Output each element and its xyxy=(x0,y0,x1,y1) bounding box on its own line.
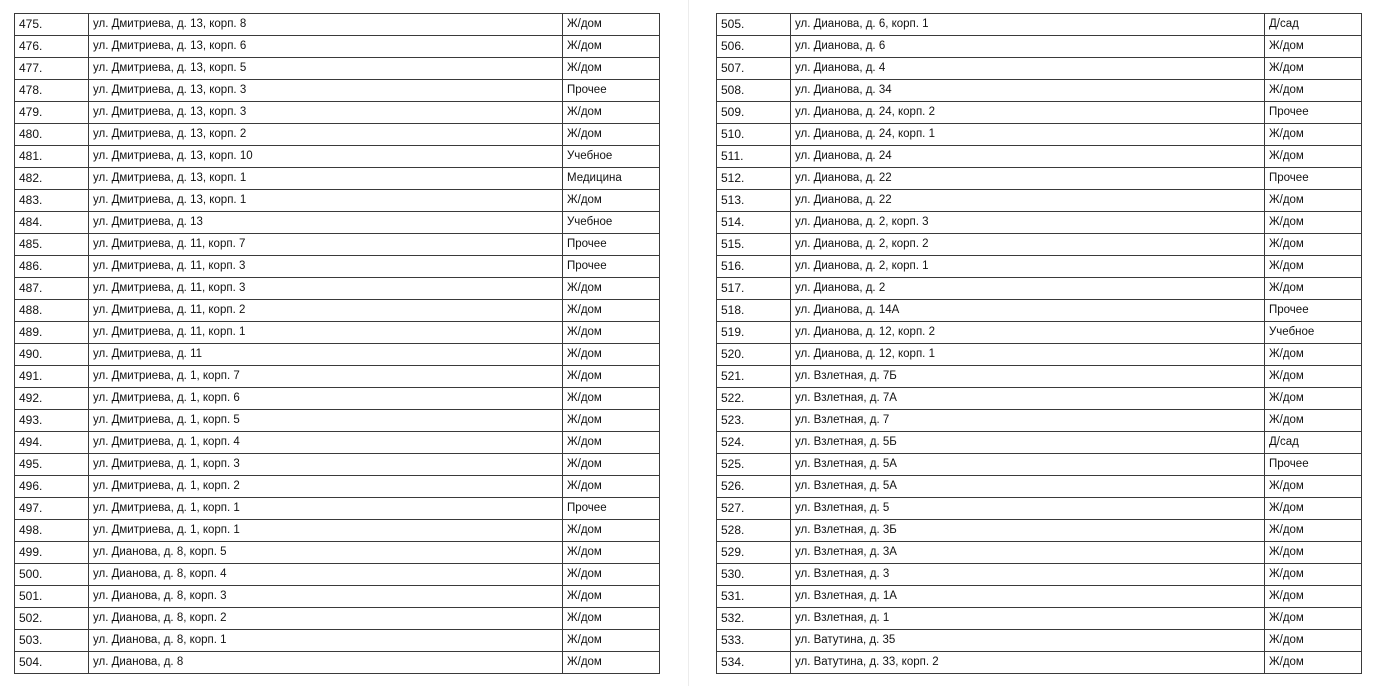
object-type-cell: Ж/дом xyxy=(563,366,660,388)
address-table-left-body xyxy=(15,14,660,674)
table-row xyxy=(15,300,660,322)
object-type-cell: Ж/дом xyxy=(1265,146,1362,168)
object-type-cell: Ж/дом xyxy=(563,278,660,300)
row-number-cell: 533. xyxy=(717,630,791,652)
address-cell: ул. Дианова, д. 8, корп. 4 xyxy=(89,564,563,586)
row-number-cell: 479. xyxy=(15,102,89,124)
table-row xyxy=(717,14,1362,36)
row-number-cell: 484. xyxy=(15,212,89,234)
left-page xyxy=(14,13,660,674)
object-type-cell: Ж/дом xyxy=(563,542,660,564)
address-table-left xyxy=(14,13,660,674)
table-row xyxy=(717,630,1362,652)
row-number-cell: 523. xyxy=(717,410,791,432)
row-number-cell: 525. xyxy=(717,454,791,476)
object-type-cell: Прочее xyxy=(1265,454,1362,476)
row-number-cell: 480. xyxy=(15,124,89,146)
address-cell: ул. Дмитриева, д. 1, корп. 1 xyxy=(89,498,563,520)
address-cell: ул. Дмитриева, д. 13, корп. 1 xyxy=(89,190,563,212)
object-type-cell: Ж/дом xyxy=(563,586,660,608)
address-cell: ул. Дмитриева, д. 13, корп. 6 xyxy=(89,36,563,58)
object-type-cell: Прочее xyxy=(563,256,660,278)
object-type-cell: Ж/дом xyxy=(1265,36,1362,58)
object-type-cell: Ж/дом xyxy=(563,410,660,432)
object-type-cell: Ж/дом xyxy=(1265,520,1362,542)
object-type-cell: Ж/дом xyxy=(1265,476,1362,498)
address-cell: ул. Дианова, д. 2, корп. 1 xyxy=(791,256,1265,278)
object-type-cell: Ж/дом xyxy=(1265,212,1362,234)
table-row xyxy=(717,80,1362,102)
object-type-cell: Прочее xyxy=(563,234,660,256)
table-row xyxy=(15,608,660,630)
address-cell: ул. Взлетная, д. 3 xyxy=(791,564,1265,586)
row-number-cell: 526. xyxy=(717,476,791,498)
address-cell: ул. Дианова, д. 22 xyxy=(791,168,1265,190)
row-number-cell: 502. xyxy=(15,608,89,630)
row-number-cell: 482. xyxy=(15,168,89,190)
row-number-cell: 503. xyxy=(15,630,89,652)
address-cell: ул. Дианова, д. 6 xyxy=(791,36,1265,58)
object-type-cell: Прочее xyxy=(1265,102,1362,124)
table-row xyxy=(717,564,1362,586)
row-number-cell: 522. xyxy=(717,388,791,410)
table-row xyxy=(15,80,660,102)
row-number-cell: 509. xyxy=(717,102,791,124)
table-row xyxy=(15,234,660,256)
row-number-cell: 490. xyxy=(15,344,89,366)
row-number-cell: 495. xyxy=(15,454,89,476)
row-number-cell: 497. xyxy=(15,498,89,520)
object-type-cell: Ж/дом xyxy=(1265,256,1362,278)
address-cell: ул. Дианова, д. 8 xyxy=(89,652,563,674)
object-type-cell: Учебное xyxy=(563,212,660,234)
address-cell: ул. Взлетная, д. 3Б xyxy=(791,520,1265,542)
table-row xyxy=(15,366,660,388)
row-number-cell: 489. xyxy=(15,322,89,344)
address-cell: ул. Дмитриева, д. 1, корп. 5 xyxy=(89,410,563,432)
object-type-cell: Ж/дом xyxy=(1265,630,1362,652)
object-type-cell: Ж/дом xyxy=(1265,80,1362,102)
address-cell: ул. Дмитриева, д. 13, корп. 10 xyxy=(89,146,563,168)
row-number-cell: 476. xyxy=(15,36,89,58)
object-type-cell: Учебное xyxy=(563,146,660,168)
row-number-cell: 487. xyxy=(15,278,89,300)
table-row xyxy=(717,652,1362,674)
row-number-cell: 527. xyxy=(717,498,791,520)
object-type-cell: Прочее xyxy=(563,498,660,520)
table-row xyxy=(717,234,1362,256)
object-type-cell: Ж/дом xyxy=(563,344,660,366)
table-row xyxy=(717,344,1362,366)
table-row xyxy=(15,58,660,80)
table-row xyxy=(15,278,660,300)
address-cell: ул. Дмитриева, д. 1, корп. 3 xyxy=(89,454,563,476)
table-row xyxy=(15,454,660,476)
table-row xyxy=(15,124,660,146)
address-cell: ул. Дианова, д. 12, корп. 2 xyxy=(791,322,1265,344)
table-row xyxy=(717,278,1362,300)
object-type-cell: Ж/дом xyxy=(563,322,660,344)
address-cell: ул. Дмитриева, д. 11, корп. 3 xyxy=(89,256,563,278)
address-cell: ул. Дианова, д. 2, корп. 3 xyxy=(791,212,1265,234)
row-number-cell: 499. xyxy=(15,542,89,564)
address-cell: ул. Дианова, д. 14А xyxy=(791,300,1265,322)
address-cell: ул. Дмитриева, д. 1, корп. 2 xyxy=(89,476,563,498)
table-row xyxy=(15,388,660,410)
row-number-cell: 519. xyxy=(717,322,791,344)
object-type-cell: Ж/дом xyxy=(563,102,660,124)
table-row xyxy=(15,520,660,542)
row-number-cell: 510. xyxy=(717,124,791,146)
table-row xyxy=(717,366,1362,388)
object-type-cell: Ж/дом xyxy=(563,124,660,146)
row-number-cell: 485. xyxy=(15,234,89,256)
table-row xyxy=(717,322,1362,344)
object-type-cell: Ж/дом xyxy=(563,14,660,36)
row-number-cell: 505. xyxy=(717,14,791,36)
address-cell: ул. Взлетная, д. 1 xyxy=(791,608,1265,630)
table-row xyxy=(15,212,660,234)
table-row xyxy=(717,498,1362,520)
row-number-cell: 507. xyxy=(717,58,791,80)
address-cell: ул. Дмитриева, д. 11, корп. 2 xyxy=(89,300,563,322)
row-number-cell: 477. xyxy=(15,58,89,80)
object-type-cell: Ж/дом xyxy=(1265,652,1362,674)
row-number-cell: 501. xyxy=(15,586,89,608)
object-type-cell: Ж/дом xyxy=(563,630,660,652)
table-row xyxy=(15,476,660,498)
row-number-cell: 532. xyxy=(717,608,791,630)
table-row xyxy=(717,410,1362,432)
address-cell: ул. Дмитриева, д. 11, корп. 1 xyxy=(89,322,563,344)
address-cell: ул. Дмитриева, д. 1, корп. 7 xyxy=(89,366,563,388)
object-type-cell: Ж/дом xyxy=(1265,124,1362,146)
table-row xyxy=(717,168,1362,190)
address-cell: ул. Дмитриева, д. 11, корп. 3 xyxy=(89,278,563,300)
row-number-cell: 520. xyxy=(717,344,791,366)
address-cell: ул. Взлетная, д. 5 xyxy=(791,498,1265,520)
table-row xyxy=(717,58,1362,80)
object-type-cell: Ж/дом xyxy=(563,476,660,498)
address-cell: ул. Дианова, д. 24, корп. 2 xyxy=(791,102,1265,124)
address-cell: ул. Дианова, д. 6, корп. 1 xyxy=(791,14,1265,36)
object-type-cell: Ж/дом xyxy=(1265,586,1362,608)
address-cell: ул. Взлетная, д. 7А xyxy=(791,388,1265,410)
row-number-cell: 500. xyxy=(15,564,89,586)
address-table-right xyxy=(716,13,1362,674)
address-cell: ул. Взлетная, д. 5Б xyxy=(791,432,1265,454)
address-cell: ул. Дмитриева, д. 13, корп. 1 xyxy=(89,168,563,190)
table-row xyxy=(717,586,1362,608)
address-cell: ул. Дмитриева, д. 11, корп. 7 xyxy=(89,234,563,256)
object-type-cell: Ж/дом xyxy=(1265,58,1362,80)
address-cell: ул. Ватутина, д. 35 xyxy=(791,630,1265,652)
table-row xyxy=(717,542,1362,564)
address-cell: ул. Ватутина, д. 33, корп. 2 xyxy=(791,652,1265,674)
object-type-cell: Ж/дом xyxy=(1265,234,1362,256)
row-number-cell: 506. xyxy=(717,36,791,58)
row-number-cell: 481. xyxy=(15,146,89,168)
object-type-cell: Ж/дом xyxy=(563,564,660,586)
object-type-cell: Ж/дом xyxy=(1265,498,1362,520)
address-cell: ул. Дианова, д. 8, корп. 1 xyxy=(89,630,563,652)
object-type-cell: Ж/дом xyxy=(1265,366,1362,388)
table-row xyxy=(15,630,660,652)
address-cell: ул. Взлетная, д. 5А xyxy=(791,454,1265,476)
table-row xyxy=(717,476,1362,498)
row-number-cell: 516. xyxy=(717,256,791,278)
object-type-cell: Ж/дом xyxy=(563,58,660,80)
table-row xyxy=(15,410,660,432)
table-row xyxy=(15,146,660,168)
object-type-cell: Ж/дом xyxy=(563,388,660,410)
row-number-cell: 511. xyxy=(717,146,791,168)
table-row xyxy=(15,14,660,36)
table-row xyxy=(717,388,1362,410)
row-number-cell: 524. xyxy=(717,432,791,454)
address-cell: ул. Взлетная, д. 7 xyxy=(791,410,1265,432)
object-type-cell: Ж/дом xyxy=(1265,388,1362,410)
table-row xyxy=(717,146,1362,168)
address-cell: ул. Дианова, д. 2 xyxy=(791,278,1265,300)
object-type-cell: Ж/дом xyxy=(1265,564,1362,586)
address-cell: ул. Дмитриева, д. 13, корп. 5 xyxy=(89,58,563,80)
table-row xyxy=(15,652,660,674)
address-cell: ул. Дианова, д. 24, корп. 1 xyxy=(791,124,1265,146)
table-row xyxy=(717,36,1362,58)
address-cell: ул. Дмитриева, д. 1, корп. 1 xyxy=(89,520,563,542)
address-cell: ул. Дмитриева, д. 1, корп. 6 xyxy=(89,388,563,410)
row-number-cell: 496. xyxy=(15,476,89,498)
row-number-cell: 475. xyxy=(15,14,89,36)
row-number-cell: 530. xyxy=(717,564,791,586)
address-cell: ул. Дмитриева, д. 13 xyxy=(89,212,563,234)
table-row xyxy=(15,256,660,278)
object-type-cell: Учебное xyxy=(1265,322,1362,344)
object-type-cell: Ж/дом xyxy=(563,454,660,476)
object-type-cell: Ж/дом xyxy=(563,608,660,630)
object-type-cell: Ж/дом xyxy=(563,520,660,542)
object-type-cell: Д/сад xyxy=(1265,14,1362,36)
address-cell: ул. Дианова, д. 34 xyxy=(791,80,1265,102)
object-type-cell: Прочее xyxy=(1265,168,1362,190)
row-number-cell: 494. xyxy=(15,432,89,454)
table-row xyxy=(717,300,1362,322)
row-number-cell: 492. xyxy=(15,388,89,410)
address-cell: ул. Дианова, д. 4 xyxy=(791,58,1265,80)
table-row xyxy=(15,322,660,344)
table-row xyxy=(15,542,660,564)
table-row xyxy=(15,564,660,586)
address-cell: ул. Взлетная, д. 3А xyxy=(791,542,1265,564)
row-number-cell: 488. xyxy=(15,300,89,322)
address-cell: ул. Дианова, д. 8, корп. 5 xyxy=(89,542,563,564)
row-number-cell: 508. xyxy=(717,80,791,102)
object-type-cell: Ж/дом xyxy=(1265,190,1362,212)
object-type-cell: Ж/дом xyxy=(563,652,660,674)
row-number-cell: 531. xyxy=(717,586,791,608)
address-cell: ул. Дианова, д. 8, корп. 2 xyxy=(89,608,563,630)
row-number-cell: 491. xyxy=(15,366,89,388)
row-number-cell: 493. xyxy=(15,410,89,432)
object-type-cell: Ж/дом xyxy=(1265,542,1362,564)
address-cell: ул. Дмитриева, д. 11 xyxy=(89,344,563,366)
object-type-cell: Медицина xyxy=(563,168,660,190)
object-type-cell: Ж/дом xyxy=(1265,608,1362,630)
row-number-cell: 512. xyxy=(717,168,791,190)
address-cell: ул. Дианова, д. 2, корп. 2 xyxy=(791,234,1265,256)
row-number-cell: 478. xyxy=(15,80,89,102)
address-cell: ул. Дианова, д. 22 xyxy=(791,190,1265,212)
table-row xyxy=(717,102,1362,124)
table-row xyxy=(15,190,660,212)
table-row xyxy=(717,124,1362,146)
object-type-cell: Ж/дом xyxy=(1265,278,1362,300)
object-type-cell: Ж/дом xyxy=(1265,410,1362,432)
table-row xyxy=(15,344,660,366)
row-number-cell: 529. xyxy=(717,542,791,564)
row-number-cell: 534. xyxy=(717,652,791,674)
object-type-cell: Ж/дом xyxy=(1265,344,1362,366)
table-row xyxy=(15,498,660,520)
object-type-cell: Д/сад xyxy=(1265,432,1362,454)
object-type-cell: Ж/дом xyxy=(563,300,660,322)
row-number-cell: 517. xyxy=(717,278,791,300)
table-row xyxy=(717,256,1362,278)
address-cell: ул. Дмитриева, д. 1, корп. 4 xyxy=(89,432,563,454)
row-number-cell: 528. xyxy=(717,520,791,542)
address-cell: ул. Взлетная, д. 5А xyxy=(791,476,1265,498)
row-number-cell: 518. xyxy=(717,300,791,322)
address-cell: ул. Дианова, д. 8, корп. 3 xyxy=(89,586,563,608)
table-row xyxy=(15,432,660,454)
object-type-cell: Прочее xyxy=(563,80,660,102)
address-cell: ул. Дианова, д. 12, корп. 1 xyxy=(791,344,1265,366)
address-cell: ул. Дмитриева, д. 13, корп. 3 xyxy=(89,80,563,102)
row-number-cell: 498. xyxy=(15,520,89,542)
address-table-right-body xyxy=(717,14,1362,674)
object-type-cell: Ж/дом xyxy=(563,190,660,212)
table-row xyxy=(15,168,660,190)
table-row xyxy=(717,212,1362,234)
address-cell: ул. Дмитриева, д. 13, корп. 2 xyxy=(89,124,563,146)
row-number-cell: 483. xyxy=(15,190,89,212)
address-cell: ул. Дмитриева, д. 13, корп. 8 xyxy=(89,14,563,36)
table-row xyxy=(717,190,1362,212)
table-row xyxy=(717,454,1362,476)
address-cell: ул. Взлетная, д. 1А xyxy=(791,586,1265,608)
object-type-cell: Ж/дом xyxy=(563,432,660,454)
table-row xyxy=(15,586,660,608)
row-number-cell: 486. xyxy=(15,256,89,278)
row-number-cell: 504. xyxy=(15,652,89,674)
address-cell: ул. Дмитриева, д. 13, корп. 3 xyxy=(89,102,563,124)
right-page xyxy=(716,13,1362,674)
address-cell: ул. Взлетная, д. 7Б xyxy=(791,366,1265,388)
object-type-cell: Прочее xyxy=(1265,300,1362,322)
object-type-cell: Ж/дом xyxy=(563,36,660,58)
address-cell: ул. Дианова, д. 24 xyxy=(791,146,1265,168)
table-row xyxy=(15,36,660,58)
table-row xyxy=(15,102,660,124)
row-number-cell: 513. xyxy=(717,190,791,212)
page-divider xyxy=(688,0,689,686)
row-number-cell: 515. xyxy=(717,234,791,256)
row-number-cell: 521. xyxy=(717,366,791,388)
table-row xyxy=(717,608,1362,630)
row-number-cell: 514. xyxy=(717,212,791,234)
table-row xyxy=(717,520,1362,542)
table-row xyxy=(717,432,1362,454)
